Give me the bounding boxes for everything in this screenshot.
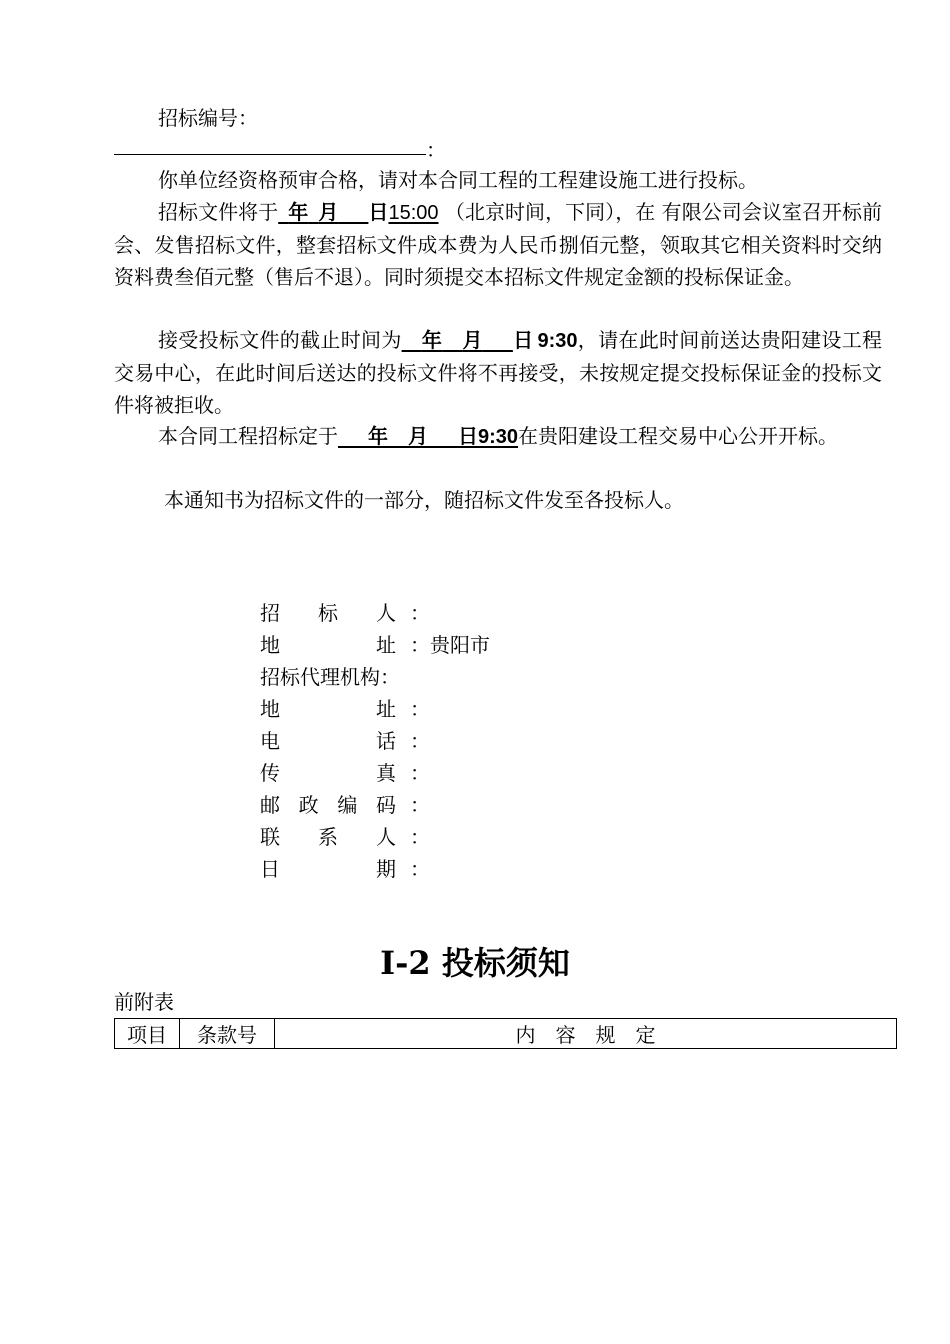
paragraph-deadline: 接受投标文件的截止时间为__年__月___日 9:30，请在此时间前送达贵阳建设工程交易中心，在此时间后送达的投标文件将不再接受，未按规定提交投标保证金的投标文件将被拒收。 [114,328,883,417]
addressee-colon: ： [426,138,446,162]
front-table-label: 前附表 [114,990,174,1014]
table-header-content: 内 容 规 定 [275,1019,897,1049]
table-header-row [115,1019,897,1049]
signature-label: 电 话 [260,729,396,753]
signature-label: 联 系 人 [260,825,396,849]
signature-label: 地 址 [260,633,396,657]
signature-row-contact: 联 系 人 ： [260,821,490,853]
addressee-blank-line [114,154,426,155]
signature-label: 日 期 [260,857,396,881]
signature-row-phone: 电 话 ： [260,725,490,757]
signature-row-agency: 招标代理机构 ： [260,665,400,689]
table-header-clause: 条款号 [180,1019,275,1049]
deadline-time: 9:30 [537,330,578,352]
tender-number-label: 招标编号： [158,106,258,130]
signature-row-date: 日 期 ： [260,853,490,885]
signature-row-tenderer: 招 标 人 ： [260,597,490,629]
signature-row-fax: 传 真 ： [260,757,490,789]
signature-label: 传 真 [260,761,396,785]
signature-label: 邮 政 编 码 [260,793,396,817]
paragraph-bid-meeting: 招标文件将于_年_月___日15:00 （北京时间，下同），在 有限公司会议室召开标前会、发售招标文件，整套招标文件成本费为人民币捌佰元整，领取其它相关资料时交纳资料费叁佰元整（售后不退）。同时须提交本招标文件规定金额的投标保证金。 [114,200,883,289]
paragraph-notice: 本通知书为招标文件的一部分，随招标文件发至各投标人。 [164,488,684,512]
meeting-time: 15:00 [388,202,439,224]
section-title: Ⅰ-2 投标须知 [380,944,570,982]
signature-label: 招 标 人 [260,601,396,625]
opening-time: 9:30 [478,426,519,448]
signature-row-address: 地 址 ： 贵阳市 [260,629,490,661]
signature-row-postcode: 邮 政 编 码 ： [260,789,490,821]
signature-block [260,597,490,885]
signature-label: 地 址 [260,697,396,721]
paragraph-opening: 本合同工程招标定于___年__月___日9:30在贵阳建设工程交易中心公开开标。 [158,424,839,448]
signature-row-agency-address: 地 址 ： [260,693,490,725]
front-table [114,1018,897,1049]
paragraph-qualification: 你单位经资格预审合格，请对本合同工程的工程建设施工进行投标。 [158,168,758,192]
table-header-item: 项目 [115,1019,180,1049]
